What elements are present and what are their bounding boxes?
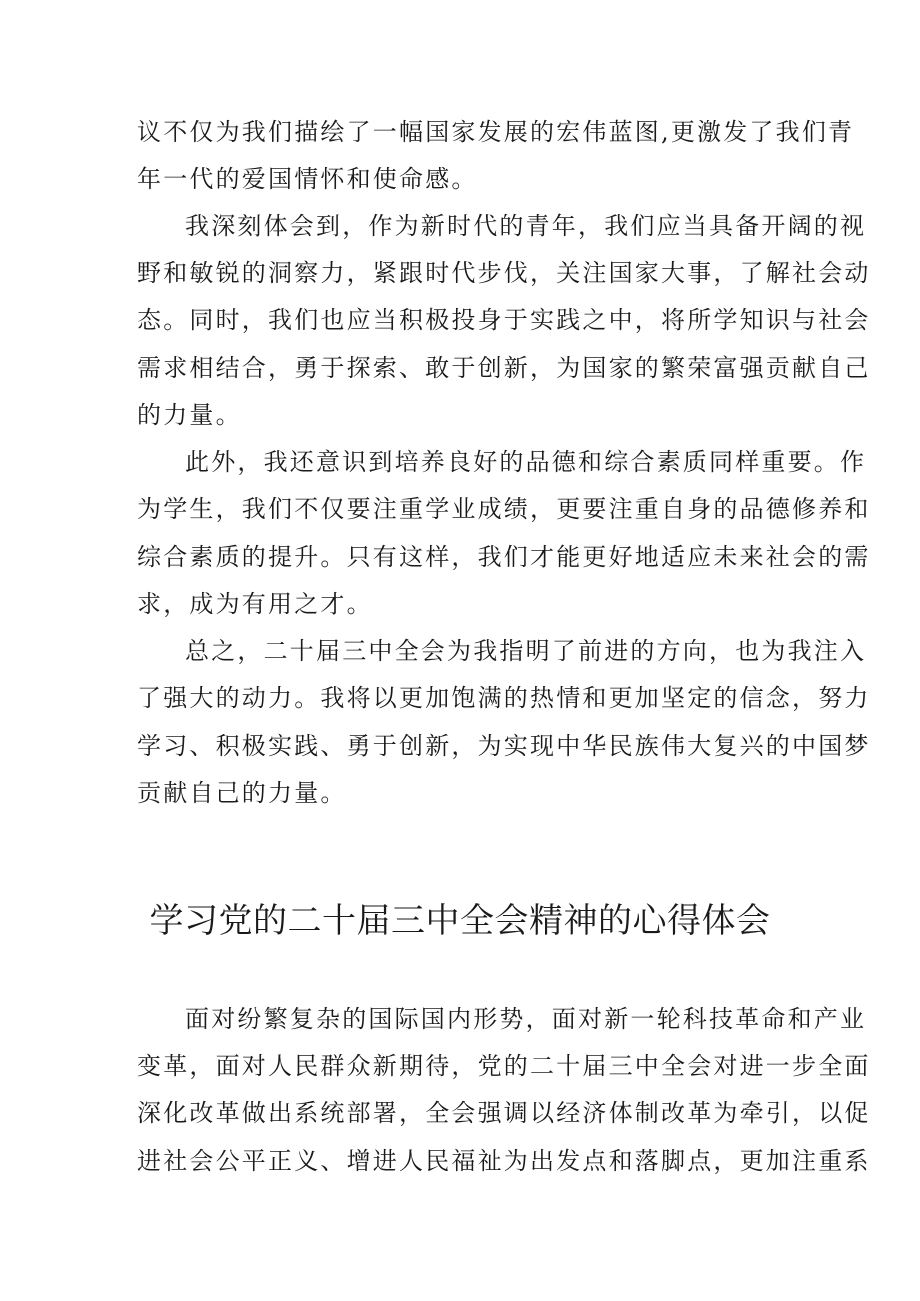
section-title: 学习党的二十届三中全会精神的心得体会	[149, 901, 771, 941]
paragraph-line: 年一代的爱国情怀和使命感。	[137, 165, 478, 193]
paragraph-line: 野和敏锐的洞察力，紧跟时代步伐，关注国家大事，了解社会动	[137, 259, 871, 287]
paragraph-line: 变革，面对人民群众新期待，党的二十届三中全会对进一步全面	[137, 1052, 871, 1080]
paragraph-line: 面对纷繁复杂的国际国内形势，面对新一轮科技革命和产业	[185, 1005, 867, 1033]
paragraph-line: 需求相结合，勇于探索、敢于创新，为国家的繁荣富强贡献自己	[137, 354, 871, 382]
paragraph-line: 的力量。	[137, 401, 242, 429]
paragraph-line: 进社会公平正义、增进人民福祉为出发点和落脚点，更加注重系	[137, 1147, 871, 1175]
paragraph-line: 议不仅为我们描绘了一幅国家发展的宏伟蓝图,更激发了我们青	[137, 118, 855, 146]
paragraph-line: 我深刻体会到，作为新时代的青年，我们应当具备开阔的视	[185, 212, 867, 240]
paragraph-line: 综合素质的提升。只有这样，我们才能更好地适应未来社会的需	[137, 543, 871, 571]
paragraph-line: 求，成为有用之才。	[137, 590, 373, 618]
paragraph-line: 学习、积极实践、勇于创新，为实现中华民族伟大复兴的中国梦	[137, 732, 871, 760]
paragraph-line: 为学生，我们不仅要注重学业成绩，更要注重自身的品德修养和	[137, 495, 871, 523]
paragraph-line: 深化改革做出系统部署，全会强调以经济体制改革为牵引，以促	[137, 1099, 871, 1127]
paragraph-line: 了强大的动力。我将以更加饱满的热情和更加坚定的信念，努力	[137, 684, 871, 712]
paragraph-line: 总之，二十届三中全会为我指明了前进的方向，也为我注入	[185, 637, 867, 665]
paragraph-line: 此外，我还意识到培养良好的品德和综合素质同样重要。作	[185, 448, 867, 476]
paragraph-line: 态。同时，我们也应当积极投身于实践之中，将所学知识与社会	[137, 306, 871, 334]
paragraph-line: 贡献自己的力量。	[137, 779, 347, 807]
